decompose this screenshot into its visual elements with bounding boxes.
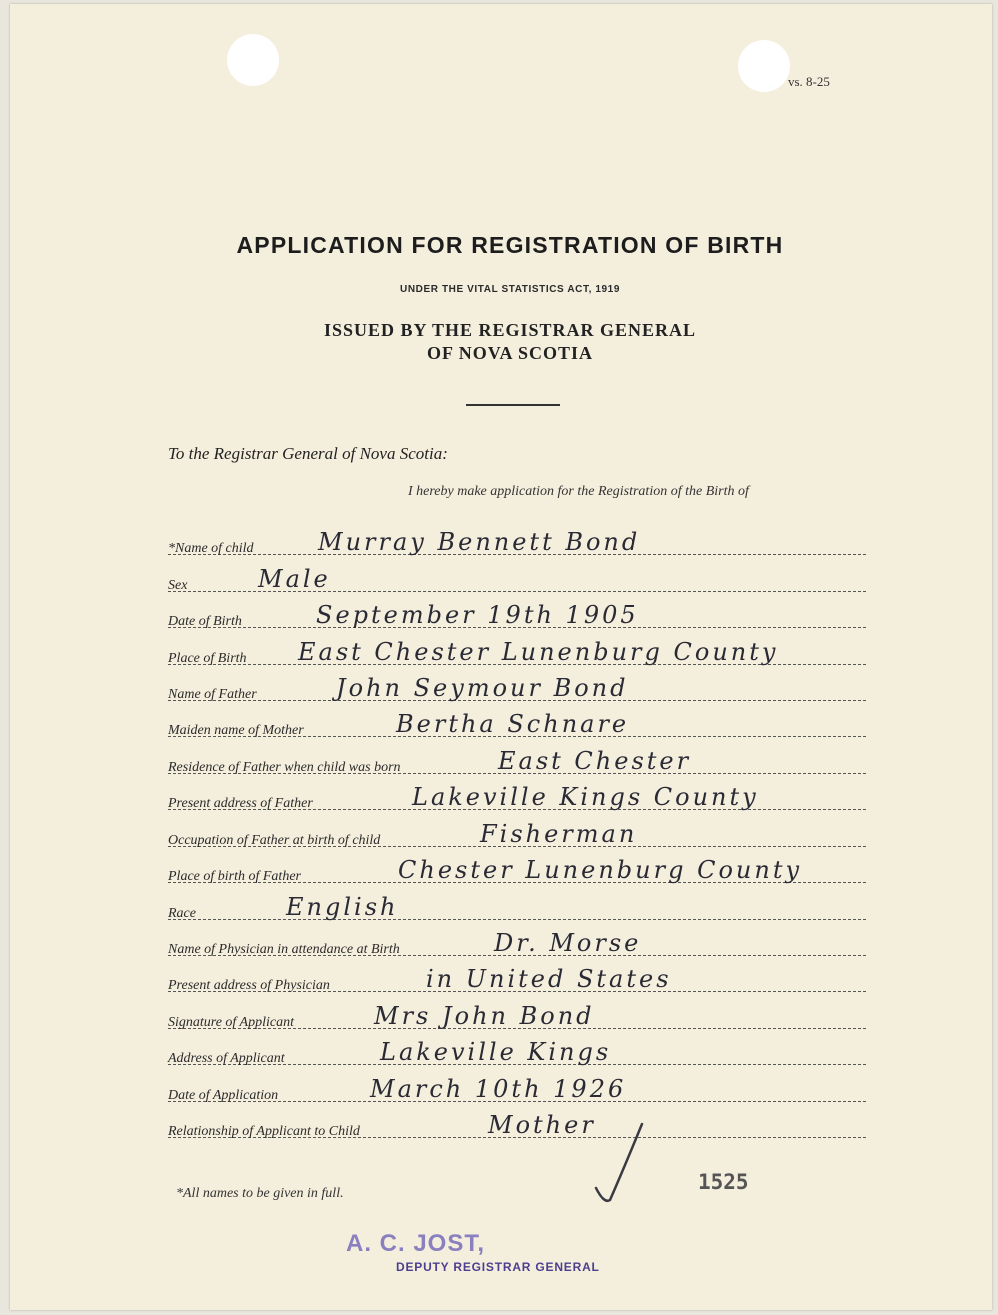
field-value: Male [258, 565, 331, 593]
field-value: Chester Lunenburg County [398, 856, 803, 884]
field-label: Race [168, 906, 196, 921]
registrar-stamp [346, 1230, 600, 1274]
intro-text: I hereby make application for the Registration of the Birth of [408, 484, 749, 499]
form-code: vs. 8-25 [788, 74, 830, 89]
field-value: Mrs John Bond [374, 1002, 595, 1030]
field-label: Relationship of Applicant to Child [168, 1124, 360, 1139]
field-residence-of-father [168, 747, 866, 777]
field-label: Occupation of Father at birth of child [168, 833, 381, 848]
stamp-name: A. C. JOST, [346, 1230, 486, 1257]
field-label: Name of Physician in attendance at Birth [168, 942, 400, 957]
field-name-of-father [168, 674, 866, 704]
field-value: Murray Bennett Bond [318, 528, 641, 556]
punch-hole-right [738, 40, 790, 92]
field-label: *Name of child [168, 541, 254, 556]
field-value: East Chester Lunenburg County [298, 638, 779, 666]
field-value: in United States [426, 965, 672, 993]
field-value: John Seymour Bond [336, 674, 629, 702]
field-place-of-birth [168, 638, 866, 668]
field-label: Place of birth of Father [168, 869, 301, 884]
document-title: APPLICATION FOR REGISTRATION OF BIRTH [236, 232, 784, 258]
field-signature-of-applicant [168, 1002, 866, 1032]
field-value: Dr. Morse [494, 929, 642, 957]
document-subtitle: UNDER THE VITAL STATISTICS ACT, 1919 [400, 284, 620, 295]
punch-hole-left [227, 34, 279, 86]
field-value: English [286, 893, 399, 921]
field-date-of-application [168, 1075, 866, 1105]
field-label: Present address of Physician [168, 978, 330, 993]
issuer-line-1: ISSUED BY THE REGISTRAR GENERAL [323, 320, 697, 340]
field-label: Place of Birth [168, 651, 247, 666]
field-occupation-of-father [168, 820, 866, 850]
title-divider [466, 404, 560, 406]
field-value: Lakeville Kings [380, 1038, 612, 1066]
field-label: Sex [168, 578, 188, 593]
field-label: Present address of Father [168, 796, 313, 811]
field-label: Maiden name of Mother [168, 723, 304, 738]
field-value: East Chester [498, 747, 692, 775]
stamp-number: 1525 [698, 1170, 749, 1194]
field-date-of-birth [168, 601, 866, 631]
field-place-of-birth-of-father [168, 856, 866, 886]
field-present-address-of-physician [168, 965, 866, 995]
field-label: Date of Birth [168, 614, 242, 629]
field-race [168, 893, 866, 923]
salutation: To the Registrar General of Nova Scotia: [168, 444, 448, 463]
field-address-of-applicant [168, 1038, 866, 1068]
field-value: March 10th 1926 [370, 1075, 627, 1103]
field-value: Bertha Schnare [396, 710, 630, 738]
field-maiden-name-of-mother [168, 710, 866, 740]
field-label: Address of Applicant [168, 1051, 285, 1066]
issuer [0, 319, 998, 365]
stamp-role: DEPUTY REGISTRAR GENERAL [396, 1260, 600, 1274]
field-value: Fisherman [480, 820, 638, 848]
field-present-address-of-father [168, 783, 866, 813]
field-value: Lakeville Kings County [412, 783, 759, 811]
field-label: Name of Father [168, 687, 257, 702]
field-label: Signature of Applicant [168, 1015, 294, 1030]
field-label: Date of Application [168, 1088, 279, 1103]
field-value: September 19th 1905 [316, 601, 639, 629]
field-sex [168, 565, 866, 595]
issuer-line-2: OF NOVA SCOTIA [426, 343, 594, 363]
field-label: Residence of Father when child was born [168, 760, 401, 775]
check-mark-icon [590, 1118, 650, 1208]
field-name-of-physician [168, 929, 866, 959]
footnote: *All names to be given in full. [176, 1186, 344, 1201]
field-relationship-of-applicant [168, 1111, 866, 1141]
field-name-of-child [168, 528, 866, 558]
field-value: Mother [488, 1111, 596, 1139]
